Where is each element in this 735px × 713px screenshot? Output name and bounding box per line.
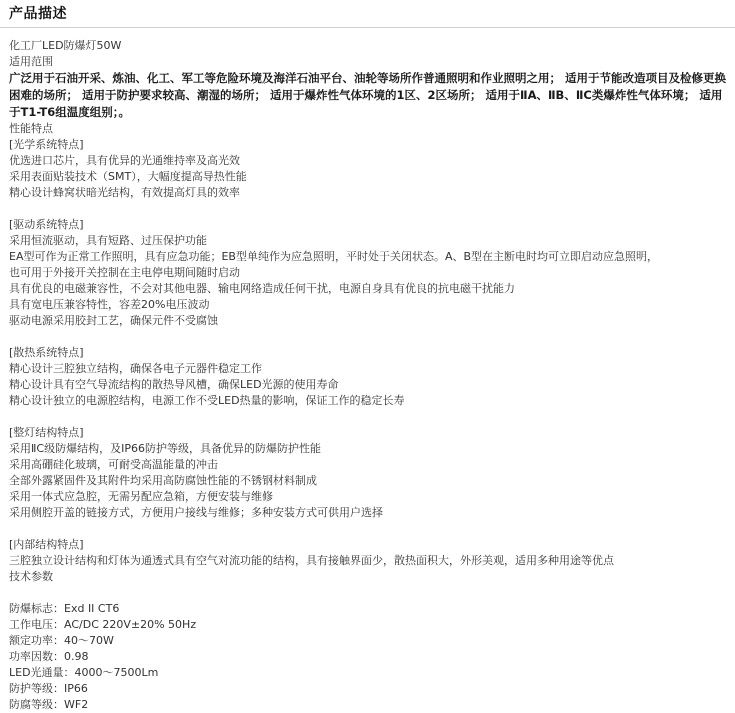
list-item: 采用表面贴装技术（SMT），大幅度提高导热性能 — [9, 170, 247, 183]
list-item: 采用侧腔开盖的链接方式，方便用户接线与维修；多种安装方式可供用户选择 — [9, 506, 383, 519]
performance-label: 性能特点 — [9, 122, 53, 135]
drive-section-title: [驱动系统特点] — [9, 218, 84, 231]
section-title: 产品描述 — [9, 6, 67, 22]
list-item: 精心设计蜂窝状暗光结构，有效提高灯具的效率 — [9, 186, 240, 199]
header-divider — [0, 27, 735, 28]
list-item: 精心设计独立的电源腔结构，电源工作不受LED热量的影响，保证工作的稳定长寿 — [9, 394, 405, 407]
section-header — [0, 0, 735, 26]
internal-section-title: [内部结构特点] — [9, 538, 84, 551]
tech-params-label: 技术参数 — [9, 570, 53, 583]
list-item: 采用ⅡC级防爆结构，及IP66防护等级，具备优异的防爆防护性能 — [9, 442, 321, 455]
list-item: 具有优良的电磁兼容性，不会对其他电器、输电网络造成任何干扰，电源自身具有优良的抗电磁干扰能力 — [9, 282, 515, 295]
list-item: 优选进口芯片，具有优异的光通维持率及高光效 — [9, 154, 240, 167]
scope-label: 适用范围 — [9, 55, 53, 68]
spacer — [9, 521, 731, 537]
param-power-factor: 功率因数：0.98 — [9, 650, 89, 663]
list-item: 采用高硼硅化玻璃，可耐受高温能量的冲击 — [9, 458, 218, 471]
spacer — [9, 409, 731, 425]
list-item: 全部外露紧固件及其附件均采用高防腐蚀性能的不锈钢材料制成 — [9, 474, 317, 487]
list-item: 精心设计三腔独立结构，确保各电子元器件稳定工作 — [9, 362, 262, 375]
param-power: 额定功率：40～70W — [9, 634, 114, 647]
structure-section-title: [整灯结构特点] — [9, 426, 84, 439]
list-item: 采用恒流驱动，具有短路、过压保护功能 — [9, 234, 207, 247]
list-item: 驱动电源采用胶封工艺，确保元件不受腐蚀 — [9, 314, 218, 327]
list-item: EA型可作为正常工作照明，具有应急功能；EB型单纯作为应急照明，平时处于关闭状态。A、B型在主断电时均可立即启动应急照明， — [9, 250, 659, 263]
product-name: 化工厂LED防爆灯50W — [9, 39, 122, 52]
param-corrosion: 防腐等级：WF2 — [9, 698, 89, 711]
param-protection: 防护等级：IP66 — [9, 682, 88, 695]
list-item: 采用一体式应急腔，无需另配应急箱，方便安装与维修 — [9, 490, 273, 503]
list-item: 具有宽电压兼容特性，容差20%电压波动 — [9, 298, 210, 311]
list-item: 三腔独立设计结构和灯体为通透式具有空气对流功能的结构，具有接触界面少，散热面积大，外形美观，适用多种用途等优点 — [9, 554, 614, 567]
optical-section-title: [光学系统特点] — [9, 138, 84, 151]
spacer — [9, 201, 731, 217]
param-voltage: 工作电压：AC/DC 220V±20% 50Hz — [9, 618, 197, 631]
spacer — [9, 329, 731, 345]
param-explosion-mark: 防爆标志：Exd II CT6 — [9, 602, 120, 615]
param-luminous-flux: LED光通量：4000～7500Lm — [9, 666, 159, 679]
list-item: 精心设计具有空气导流结构的散热导风槽，确保LED光源的使用寿命 — [9, 378, 339, 391]
scope-text: 广泛用于石油开采、炼油、化工、军工等危险环境及海洋石油平台、油轮等场所作普通照明和作业照明之用； 适用于节能改造项目及检修更换困难的场所； 适用于防护要求较高、潮湿的场所； 适用于爆炸性气体环境的1区、2区场所； 适用于ⅡA、ⅡB、ⅡC类爆炸性气体环境； 适用于T1-T6组温度组别；。 — [9, 71, 726, 119]
heat-section-title: [散热系统特点] — [9, 346, 84, 359]
product-description — [9, 38, 731, 713]
spacer — [9, 585, 731, 601]
list-item: 也可用于外接开关控制在主电停电期间随时启动 — [9, 266, 240, 279]
